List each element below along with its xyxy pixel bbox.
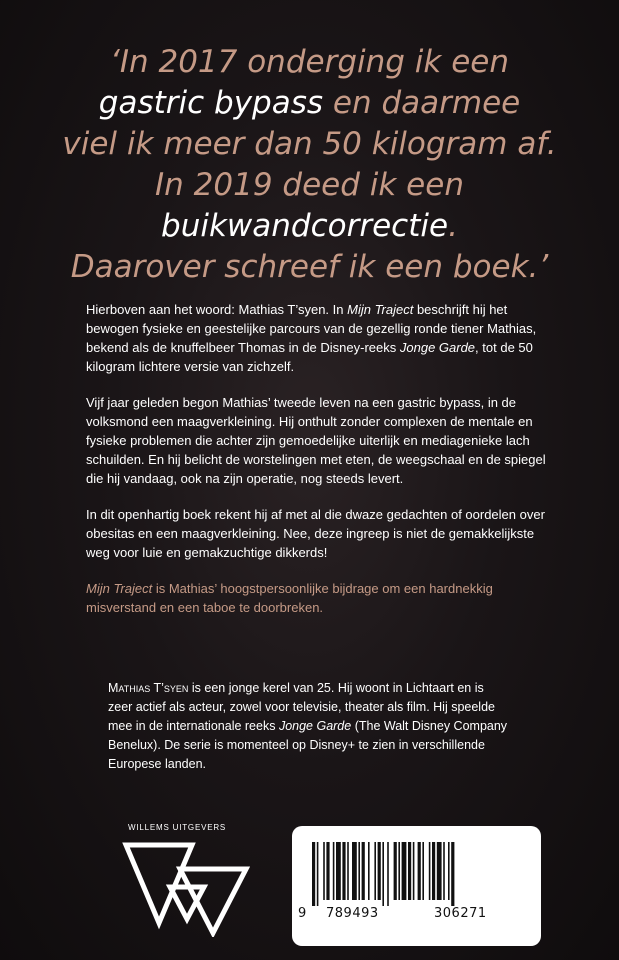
barcode-bar bbox=[437, 842, 442, 900]
book-title: Mijn Traject bbox=[347, 302, 414, 317]
barcode-group-1: 789493 bbox=[326, 906, 379, 921]
author-bio bbox=[108, 679, 508, 774]
publisher-block bbox=[122, 823, 252, 943]
text: is Mathias’ hoogstpersoonlijke bijdrage om een hardnekkig misverstand en een taboe te doorbreken. bbox=[86, 581, 493, 615]
barcode-bars bbox=[312, 842, 522, 906]
barcode-bar bbox=[352, 842, 357, 900]
text: beschrijft hij het bewogen fysieke en geestelijke parcours van de gezellig ronde tiener Mathias, bekend als de knuffelbeer Thomas in de Disney-reeks bbox=[86, 302, 537, 355]
barcode-bar bbox=[336, 842, 341, 900]
barcode-bar bbox=[398, 842, 400, 900]
text: Hierboven aan het woord: Mathias T’syen. In bbox=[86, 302, 348, 317]
barcode-bar bbox=[362, 842, 365, 900]
author-name: Mathias T’syen bbox=[108, 681, 189, 695]
quote-highlight: gastric bypass bbox=[98, 85, 324, 121]
book-title: Mijn Traject bbox=[86, 581, 153, 596]
quote-line: Daarover schreef ik een boek.’ bbox=[70, 249, 549, 285]
publisher-name: WILLEMS UITGEVERS bbox=[128, 823, 227, 832]
willems-w-logo-icon bbox=[122, 841, 250, 937]
barcode-bar bbox=[413, 842, 415, 900]
barcode-bar bbox=[451, 842, 454, 906]
quote-line: ‘In 2017 onderging ik een bbox=[109, 44, 510, 80]
barcode-bar bbox=[432, 842, 435, 900]
barcode-bar bbox=[418, 842, 421, 900]
cover-quote bbox=[0, 42, 619, 288]
barcode-bar bbox=[333, 842, 335, 900]
text: , tot de 50 kilogram lichtere versie van zichzelf. bbox=[86, 340, 533, 374]
blurb-paragraph-1 bbox=[86, 300, 546, 376]
barcode-bar bbox=[312, 842, 315, 906]
barcode-bar bbox=[317, 842, 319, 906]
quote-line: In 2019 deed ik een bbox=[155, 167, 464, 203]
series-title: Jonge Garde bbox=[278, 719, 352, 733]
blurb-paragraph-4 bbox=[86, 579, 546, 617]
barcode-bar bbox=[378, 842, 381, 900]
barcode-bar bbox=[408, 842, 411, 900]
barcode-bar bbox=[382, 842, 384, 906]
barcode-bar bbox=[443, 842, 445, 900]
barcode-bar bbox=[394, 842, 397, 900]
quote-text: en daarmee bbox=[323, 85, 521, 121]
barcode-bar bbox=[347, 842, 349, 900]
barcode-digit-first: 9 bbox=[298, 906, 307, 921]
barcode-bar bbox=[368, 842, 370, 900]
blurb-paragraph-2: Vijf jaar geleden begon Mathias’ tweede leven na een gastric bypass, in de volksmond een maagverkleining. Hij onthult zonder complexen de mentale en fysieke problemen die achter zijn gemoedelijke uiterlijk en mediagenieke lach schuilden. En hij belicht de worstelingen met eten, de weegschaal en de spiegel die hij vandaag, ook na zijn operatie, nog steeds levert. bbox=[86, 395, 546, 486]
barcode bbox=[292, 826, 541, 946]
quote-line bbox=[0, 206, 619, 247]
text: (The Walt Disney Company Benelux). De serie is momenteel op Disney+ te zien in verschillende Europese landen. bbox=[108, 719, 508, 771]
quote-line: viel ik meer dan 50 kilogram af. bbox=[62, 126, 557, 162]
barcode-bar bbox=[342, 842, 345, 900]
blurb-paragraph-3: In dit openhartig boek rekent hij af met al die dwaze gedachten of oordelen over obesitas en een maagverkleining. Nee, deze ingreep is niet de gemakkelijkste weg voor luie en gemakzuchtige dikkerds! bbox=[86, 507, 545, 560]
barcode-bar bbox=[358, 842, 360, 900]
quote-highlight: buikwandcorrectie bbox=[161, 208, 449, 244]
text: is een jonge kerel van 25. Hij woont in Lichtaart en is zeer actief als acteur, zowel voor televisie, theater als film. Hij speelde mee in de internationale reeks bbox=[108, 681, 495, 733]
barcode-bar bbox=[323, 842, 325, 900]
barcode-bar bbox=[387, 842, 389, 906]
barcode-bar bbox=[429, 842, 431, 900]
quote-text: . bbox=[448, 208, 458, 244]
series-title: Jonge Garde bbox=[399, 340, 476, 355]
blurb bbox=[86, 300, 546, 634]
barcode-bar bbox=[448, 842, 450, 900]
barcode-bar bbox=[402, 842, 407, 900]
quote-line bbox=[0, 83, 619, 124]
barcode-bar bbox=[422, 842, 424, 900]
barcode-bar bbox=[326, 842, 329, 900]
barcode-group-2: 306271 bbox=[434, 906, 487, 921]
barcode-bar bbox=[374, 842, 376, 900]
